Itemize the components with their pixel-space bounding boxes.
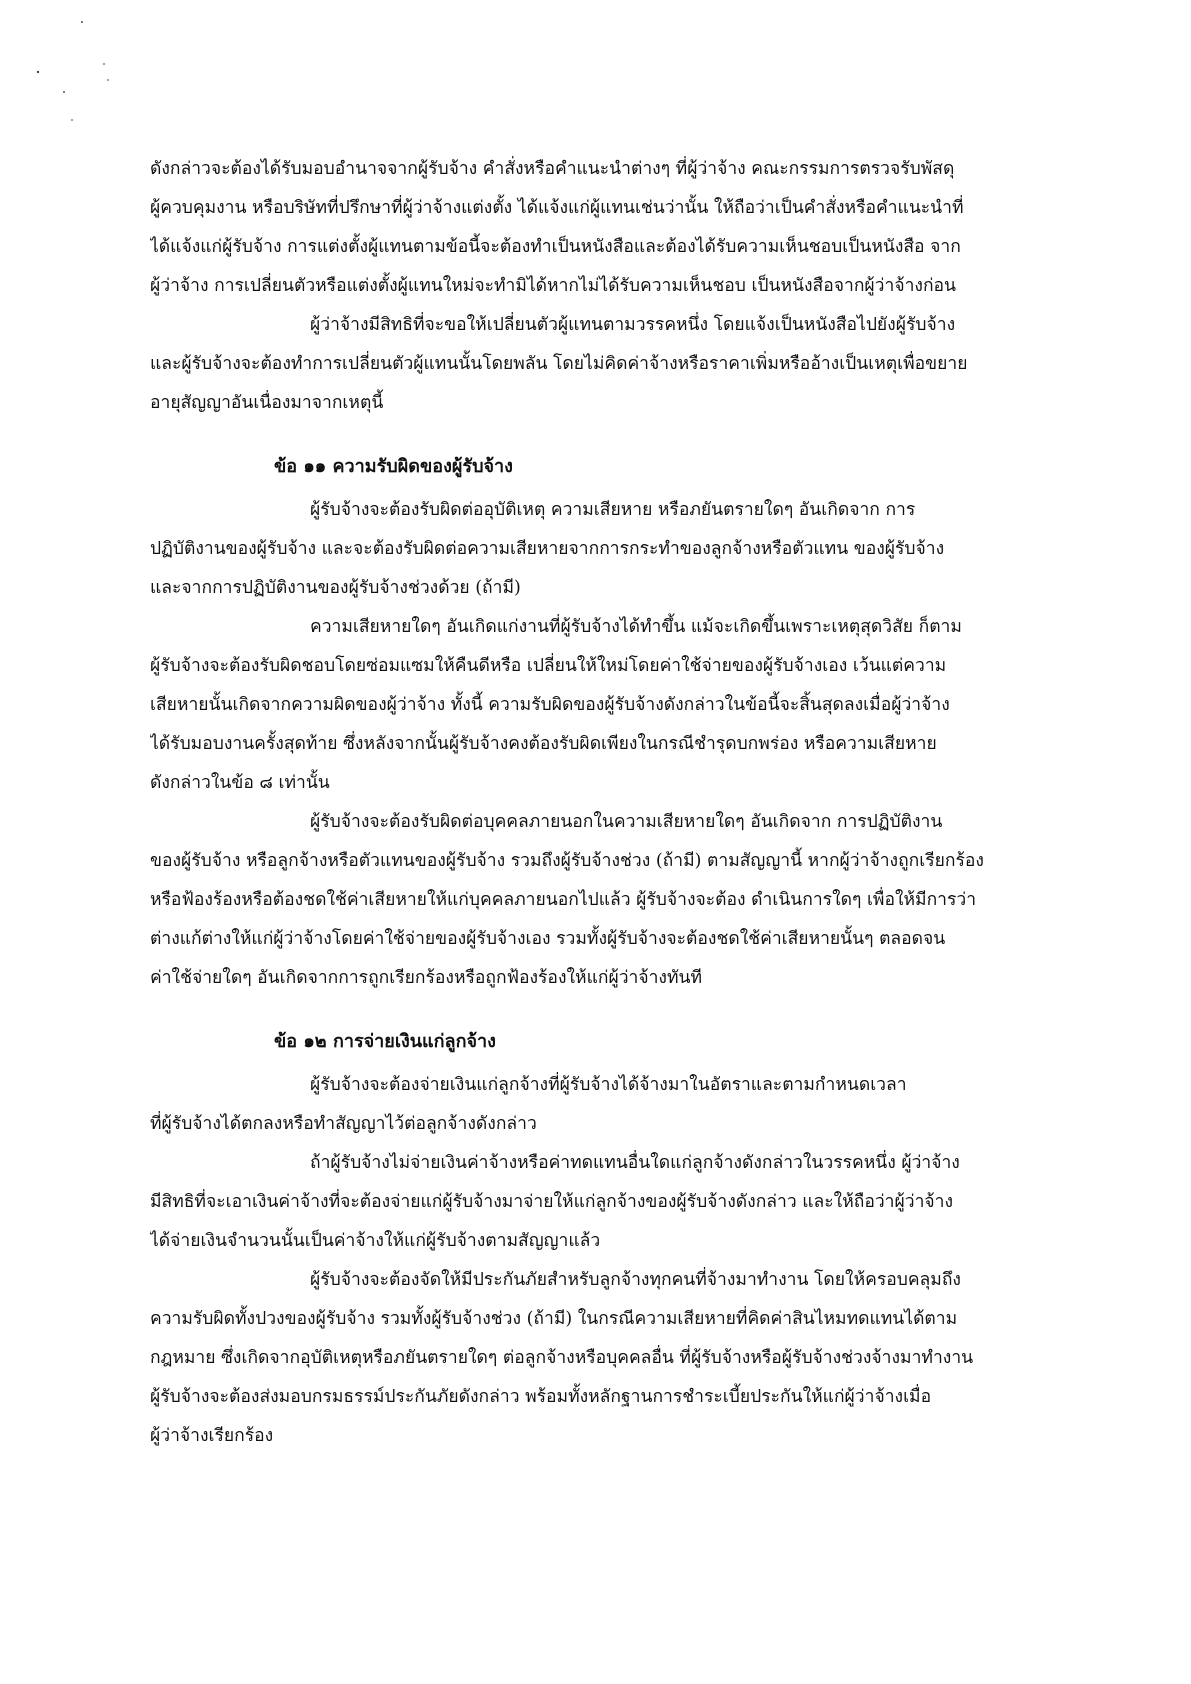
text-line: ผู้ว่าจ้างมีสิทธิที่จะขอให้เปลี่ยนตัวผู้แทนตามวรรคหนึ่ง โดยแจ้งเป็นหนังสือไปยังผู้รับจ้าง bbox=[310, 315, 956, 335]
text-line: ต่างแก้ต่างให้แก่ผู้ว่าจ้างโดยค่าใช้จ่ายของผู้รับจ้างเอง รวมทั้งผู้รับจ้างจะต้องชดใช้ค่าเสียหายนั้นๆ ตลอดจน bbox=[150, 929, 946, 949]
text-line: อายุสัญญาอันเนื่องมาจากเหตุนี้ bbox=[150, 393, 384, 413]
text-line: กฎหมาย ซึ่งเกิดจากอุบัติเหตุหรือภยันตรายใดๆ ต่อลูกจ้างหรือบุคคลอื่น ที่ผู้รับจ้างหรือผู้รับจ้างช่วงจ้างมาทำงาน bbox=[150, 1348, 974, 1368]
text-line: ผู้ว่าจ้าง การเปลี่ยนตัวหรือแต่งตั้งผู้แทนใหม่จะทำมิได้หากไม่ได้รับความเห็นชอบ เป็นหนังสือจากผู้ว่าจ้างก่อน bbox=[150, 276, 957, 296]
text-line: และจากการปฏิบัติงานของผู้รับจ้างช่วงด้วย (ถ้ามี) bbox=[150, 578, 521, 598]
section-11-heading: ข้อ ๑๑ ความรับผิดของผู้รับจ้าง bbox=[274, 456, 513, 477]
text-line: ผู้รับจ้างจะต้องส่งมอบกรมธรรม์ประกันภัยดังกล่าว พร้อมทั้งหลักฐานการชำระเบี้ยประกันให้แก่ผู้ว่าจ้างเมื่อ bbox=[150, 1387, 932, 1407]
text-line: ได้จ่ายเงินจำนวนนั้นเป็นค่าจ้างให้แก่ผู้รับจ้างตามสัญญาแล้ว bbox=[150, 1231, 601, 1251]
text-line: ผู้ควบคุมงาน หรือบริษัทที่ปรึกษาที่ผู้ว่าจ้างแต่งตั้ง ได้แจ้งแก่ผู้แทนเช่นว่านั้น ให้ถือว่าเป็นคำสั่งหรือคำแนะนำที่ bbox=[150, 198, 964, 218]
text-line: หรือฟ้องร้องหรือต้องชดใช้ค่าเสียหายให้แก่บุคคลภายนอกไปแล้ว ผู้รับจ้างจะต้อง ดำเนินการใดๆ เพื่อให้มีการว่า bbox=[150, 890, 977, 910]
text-line: ปฏิบัติงานของผู้รับจ้าง และจะต้องรับผิดต่อความเสียหายจากการกระทำของลูกจ้างหรือตัวแทน ของผู้รับจ้าง bbox=[150, 539, 945, 559]
section-12-heading: ข้อ ๑๒ การจ่ายเงินแก่ลูกจ้าง bbox=[274, 1031, 496, 1052]
text-line: ได้รับมอบงานครั้งสุดท้าย ซึ่งหลังจากนั้นผู้รับจ้างคงต้องรับผิดเพียงในกรณีชำรุดบกพร่อง หรือความเสียหาย bbox=[150, 734, 937, 754]
text-line: ผู้รับจ้างจะต้องรับผิดต่ออุบัติเหตุ ความเสียหาย หรือภยันตรายใดๆ อันเกิดจาก การ bbox=[310, 500, 916, 520]
section-10-paragraph-1 bbox=[150, 150, 1080, 306]
text-line: ถ้าผู้รับจ้างไม่จ่ายเงินค่าจ้างหรือค่าทดแทนอื่นใดแก่ลูกจ้างดังกล่าวในวรรคหนึ่ง ผู้ว่าจ้าง bbox=[310, 1153, 960, 1173]
text-line: เสียหายนั้นเกิดจากความผิดของผู้ว่าจ้าง ทั้งนี้ ความรับผิดของผู้รับจ้างดังกล่าวในข้อนี้จะสิ้นสุดลงเมื่อผู้ว่าจ้าง bbox=[150, 695, 950, 715]
text-line: ผู้รับจ้างจะต้องจัดให้มีประกันภัยสำหรับลูกจ้างทุกคนที่จ้างมาทำงาน โดยให้ครอบคลุมถึง bbox=[310, 1270, 961, 1290]
section-10-paragraph-2 bbox=[150, 306, 1080, 423]
text-line: ได้แจ้งแก่ผู้รับจ้าง การแต่งตั้งผู้แทนตามข้อนี้จะต้องทำเป็นหนังสือและต้องได้รับความเห็นชอบเป็นหนังสือ จาก bbox=[150, 237, 961, 257]
section-12-paragraph-1 bbox=[150, 1066, 1080, 1144]
scan-specks bbox=[0, 0, 160, 160]
text-line: มีสิทธิที่จะเอาเงินค่าจ้างที่จะต้องจ่ายแก่ผู้รับจ้างมาจ่ายให้แก่ลูกจ้างของผู้รับจ้างดังกล่าว และให้ถือว่าผู้ว่าจ้าง bbox=[150, 1192, 954, 1212]
section-11-paragraph-2 bbox=[150, 608, 1080, 803]
text-line: ผู้ว่าจ้างเรียกร้อง bbox=[150, 1426, 274, 1446]
section-12-paragraph-3 bbox=[150, 1261, 1080, 1456]
text-line: ผู้รับจ้างจะต้องรับผิดต่อบุคคลภายนอกในความเสียหายใดๆ อันเกิดจาก การปฏิบัติงาน bbox=[310, 812, 943, 832]
text-line: และผู้รับจ้างจะต้องทำการเปลี่ยนตัวผู้แทนนั้นโดยพลัน โดยไม่คิดค่าจ้างหรือราคาเพิ่มหรืออ้างเป็นเหตุเพื่อขยาย bbox=[150, 354, 968, 374]
section-11-paragraph-3 bbox=[150, 803, 1080, 998]
text-line: ดังกล่าวจะต้องได้รับมอบอำนาจจากผู้รับจ้าง คำสั่งหรือคำแนะนำต่างๆ ที่ผู้ว่าจ้าง คณะกรรมการตรวจรับพัสดุ bbox=[150, 159, 955, 179]
text-line: ของผู้รับจ้าง หรือลูกจ้างหรือตัวแทนของผู้รับจ้าง รวมถึงผู้รับจ้างช่วง (ถ้ามี) ตามสัญญานี้ หากผู้ว่าจ้างถูกเรียกร้อง bbox=[150, 851, 984, 871]
text-line: ความรับผิดทั้งปวงของผู้รับจ้าง รวมทั้งผู้รับจ้างช่วง (ถ้ามี) ในกรณีความเสียหายที่คิดค่าสินไหมทดแทนได้ตาม bbox=[150, 1309, 958, 1329]
section-12-paragraph-2 bbox=[150, 1144, 1080, 1261]
document-body bbox=[150, 150, 1080, 1456]
text-line: ค่าใช้จ่ายใดๆ อันเกิดจากการถูกเรียกร้องหรือถูกฟ้องร้องให้แก่ผู้ว่าจ้างทันที bbox=[150, 968, 703, 988]
text-line: ที่ผู้รับจ้างได้ตกลงหรือทำสัญญาไว้ต่อลูกจ้างดังกล่าว bbox=[150, 1114, 537, 1134]
text-line: ผู้รับจ้างจะต้องจ่ายเงินแก่ลูกจ้างที่ผู้รับจ้างได้จ้างมาในอัตราและตามกำหนดเวลา bbox=[310, 1075, 907, 1095]
section-11-paragraph-1 bbox=[150, 491, 1080, 608]
text-line: ความเสียหายใดๆ อันเกิดแก่งานที่ผู้รับจ้างได้ทำขึ้น แม้จะเกิดขึ้นเพราะเหตุสุดวิสัย ก็ตาม bbox=[310, 617, 962, 637]
text-line: ดังกล่าวในข้อ ๘ เท่านั้น bbox=[150, 773, 330, 793]
text-line: ผู้รับจ้างจะต้องรับผิดชอบโดยซ่อมแซมให้คืนดีหรือ เปลี่ยนให้ใหม่โดยค่าใช้จ่ายของผู้รับจ้างเอง เว้นแต่ความ bbox=[150, 656, 947, 676]
